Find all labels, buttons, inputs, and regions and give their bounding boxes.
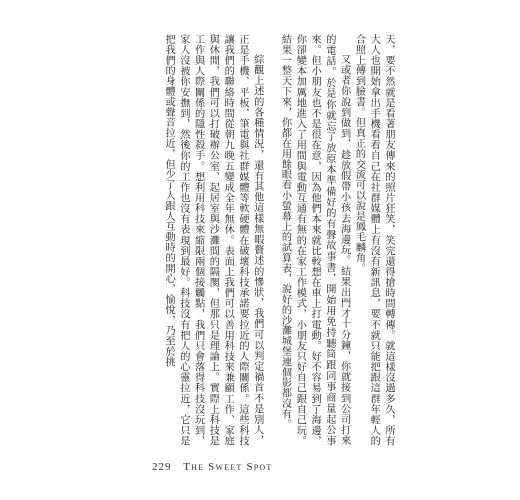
paragraph-2: 又或者你說到做到，趁放假帶小孩去海邊玩。結果出門才十分鐘，你就接到公司打來的電話。於是你就忘了放原本準備好的有聲故事書，開始用免持聽筒跟同事商量起公事來。但小朋友也不是很在意，因為他們本來就比較想在車上打電動。好不容易到了海邊，你卻變本加厲地進入了用間與電動互通有無的在家工作模式，小朋友只好自己跟自己玩。結果一整天下來，你都在用餘眼看小螢幕上的試算表，說好的沙灘城堡連個影都沒有。 bbox=[279, 34, 350, 446]
paragraph-1: 天，要不然就是看著朋友傳來的照片狂笑，笑完還得搶時間轉傳。就這樣沒過多久，所有大人也開始拿出手機看看自己在社群媒體上有沒有新訊息，要不就只能把跟這群年輕人的合照上傳到臉書。但真正的交流可以說是鳳毛麟角。 bbox=[353, 34, 394, 446]
running-title: The Sweet Spot bbox=[183, 461, 273, 473]
page-number: 229 bbox=[152, 461, 172, 473]
page-footer bbox=[152, 461, 273, 473]
paragraph-3: 綜觀上述的各種情況，還有其他這樣無暇贅述的慘狀，我們可以判定禍首不是別人，正是手機、平板、筆電與社群媒體等軟硬體在破壞科技承諾要拉近的人際關係。這些科技讓我們的聯絡時間從朝九晚五變成全年無休。表面上我們可以善用科技來兼顧工作、家庭與休閒，我們可以打破辦公室、起居室與沙灘間的隔閡，但那只是理論上。實際上科技是工作與人際關係的隱性殺手。想利用科技來縮限兩個接觸點，我們只會落得科技沒玩到，家人沒被你安撫到，然後你的工作也沒有表現到最好。科技沒有把人的心靈拉近，它只是把我們的身體或聲音拉近，但少了人跟人互動時的開心、愉悅，乃至於挑 bbox=[163, 34, 263, 446]
body-text bbox=[125, 34, 395, 446]
